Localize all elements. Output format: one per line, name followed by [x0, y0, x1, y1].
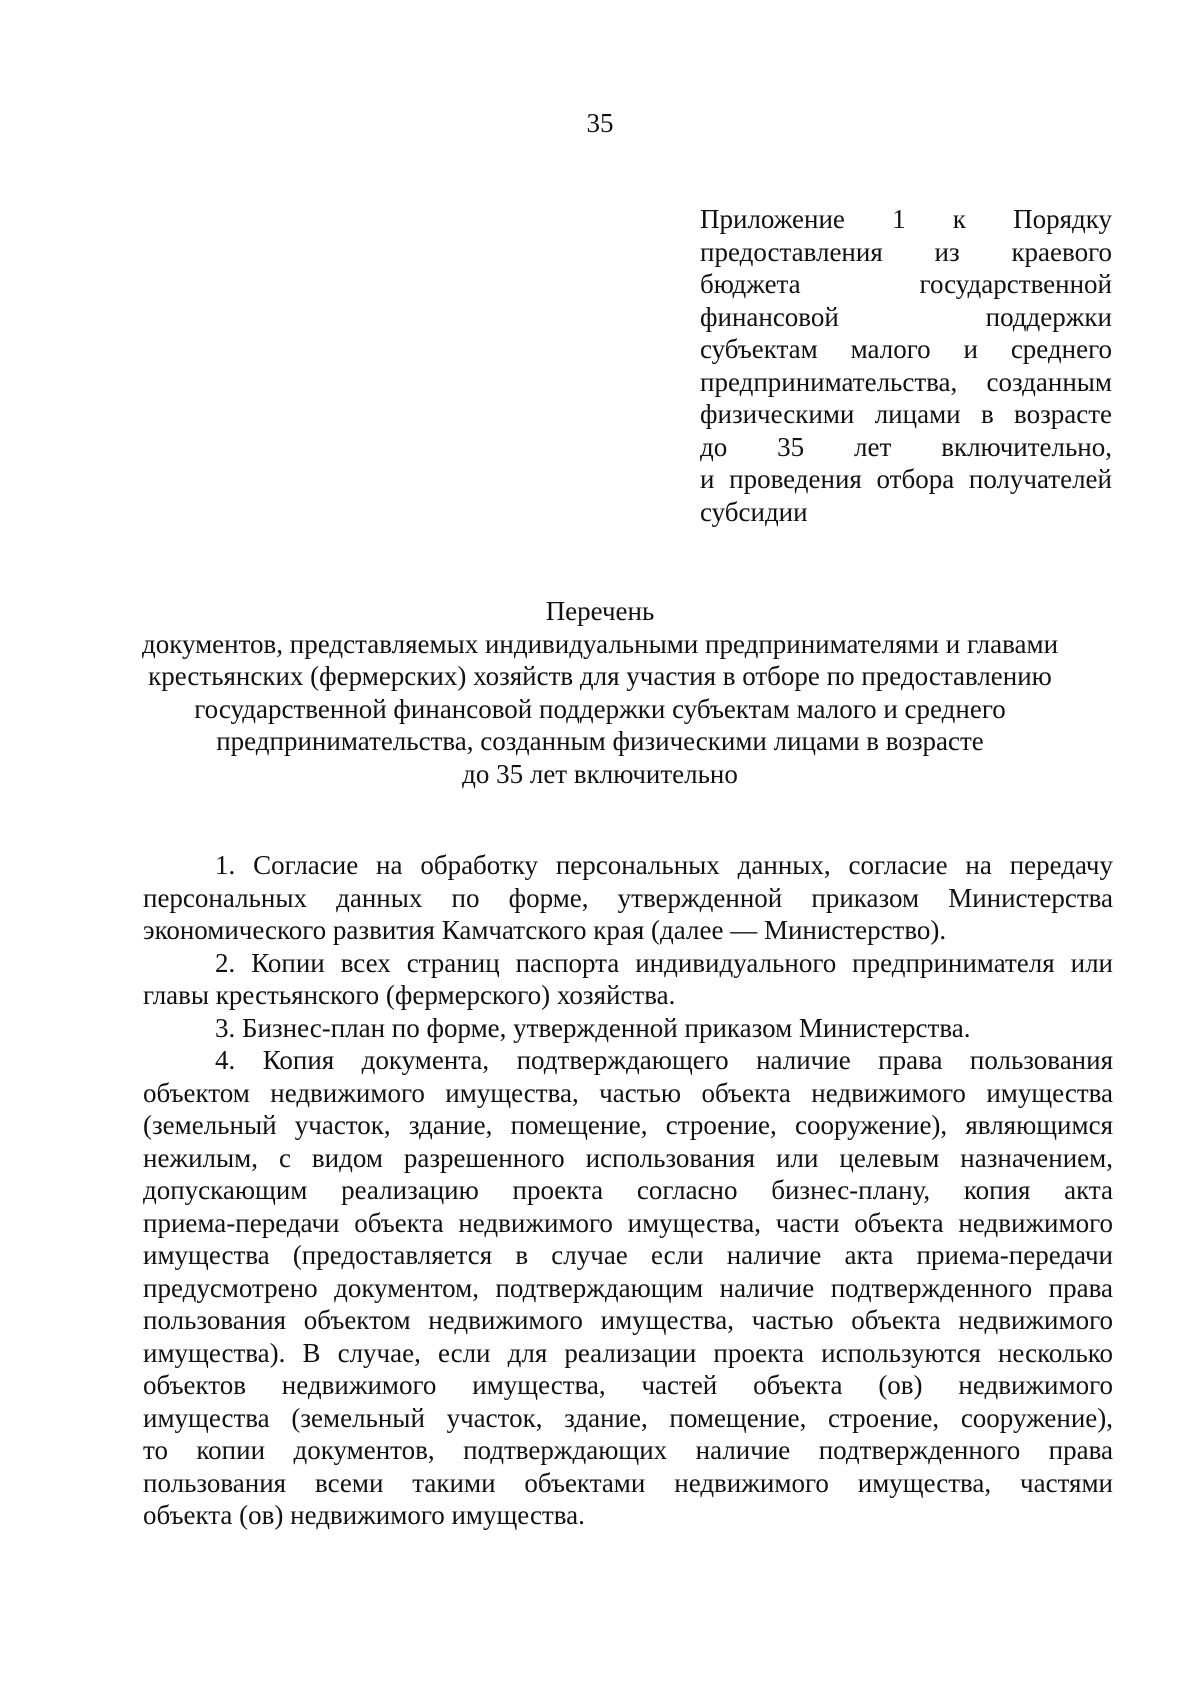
paragraph-line: имущества). В случае, если для реализации проекта используются несколько — [143, 1337, 1113, 1368]
document-title — [120, 595, 1080, 790]
appendix-line: Приложение 1 к Порядку — [700, 204, 1112, 234]
title-line: крестьянских (фермерских) хозяйств для участия в отборе по предоставлению — [148, 661, 1052, 691]
list-item-3 — [143, 1012, 1113, 1045]
paragraph-line: допускающим реализацию проекта согласно бизнес-плану, копия акта — [143, 1175, 1113, 1205]
paragraph-line: объекта (ов) недвижимого имущества. — [143, 1500, 585, 1530]
paragraph-line: персональных данных по форме, утвержденной приказом Министерства — [143, 882, 1113, 913]
appendix-note — [700, 203, 1112, 528]
list-item-2 — [143, 947, 1113, 1012]
paragraph-line: объектом недвижимого имущества, частью объекта недвижимого имущества — [143, 1077, 1113, 1108]
paragraph-line: 2. Копии всех страниц паспорта индивидуального предпринимателя или — [215, 947, 1113, 978]
appendix-line: субсидии — [700, 496, 808, 527]
title-line: до 35 лет включительно — [462, 758, 738, 789]
appendix-line: субъектам малого и среднего — [700, 334, 1112, 364]
paragraph-line: объектов недвижимого имущества, частей объекта (ов) недвижимого — [143, 1370, 1113, 1400]
appendix-line: физическими лицами в возрасте — [700, 399, 1112, 429]
appendix-line: бюджета государственной — [700, 269, 1112, 299]
title-line: предпринимательства, созданным физическими лицами в возрасте — [216, 726, 984, 756]
paragraph-line: предусмотрено документом, подтверждающим наличие подтвержденного права — [143, 1272, 1113, 1303]
paragraph-line: приема-передачи объекта недвижимого имущества, части объекта недвижимого — [143, 1207, 1113, 1238]
paragraph-line: 1. Согласие на обработку персональных данных, согласие на передачу — [215, 850, 1113, 880]
paragraph-line: 3. Бизнес-план по форме, утвержденной приказом Министерства. — [215, 1012, 971, 1043]
paragraph-line: 4. Копия документа, подтверждающего наличие права пользования — [215, 1045, 1113, 1075]
page-number: 35 — [586, 108, 614, 138]
appendix-line: предпринимательства, созданным — [700, 366, 1112, 397]
paragraph-line: (земельный участок, здание, помещение, строение, сооружение), являющимся — [143, 1110, 1113, 1140]
paragraph-line: пользования объектом недвижимого имущества, частью объекта недвижимого — [143, 1305, 1113, 1335]
title-line: документов, представляемых индивидуальными предпринимателями и главами — [141, 628, 1059, 659]
appendix-line: предоставления из краевого — [700, 236, 1112, 267]
paragraph-line: пользования всеми такими объектами недвижимого имущества, частями — [143, 1467, 1113, 1498]
appendix-line: финансовой поддержки — [700, 301, 1112, 332]
list-item-4 — [143, 1044, 1113, 1532]
paragraph-line: то копии документов, подтверждающих наличие подтвержденного права — [143, 1435, 1113, 1465]
list-item-1 — [143, 849, 1113, 947]
title-heading: Перечень — [545, 596, 655, 626]
paragraph-line: главы крестьянского (фермерского) хозяйства. — [143, 980, 676, 1010]
document-body — [143, 849, 1113, 1532]
title-line: государственной финансовой поддержки субъектам малого и среднего — [194, 693, 1006, 724]
appendix-line: и проведения отбора получателей — [700, 464, 1112, 494]
paragraph-line: имущества (предоставляется в случае если наличие акта приема-передачи — [143, 1240, 1113, 1270]
paragraph-line: имущества (земельный участок, здание, помещение, строение, сооружение), — [143, 1402, 1113, 1433]
paragraph-line: нежилым, с видом разрешенного использования или целевым назначением, — [143, 1142, 1113, 1173]
paragraph-line: экономического развития Камчатского края (далее — Министерство). — [143, 915, 947, 945]
appendix-line: до 35 лет включительно, — [700, 431, 1112, 462]
